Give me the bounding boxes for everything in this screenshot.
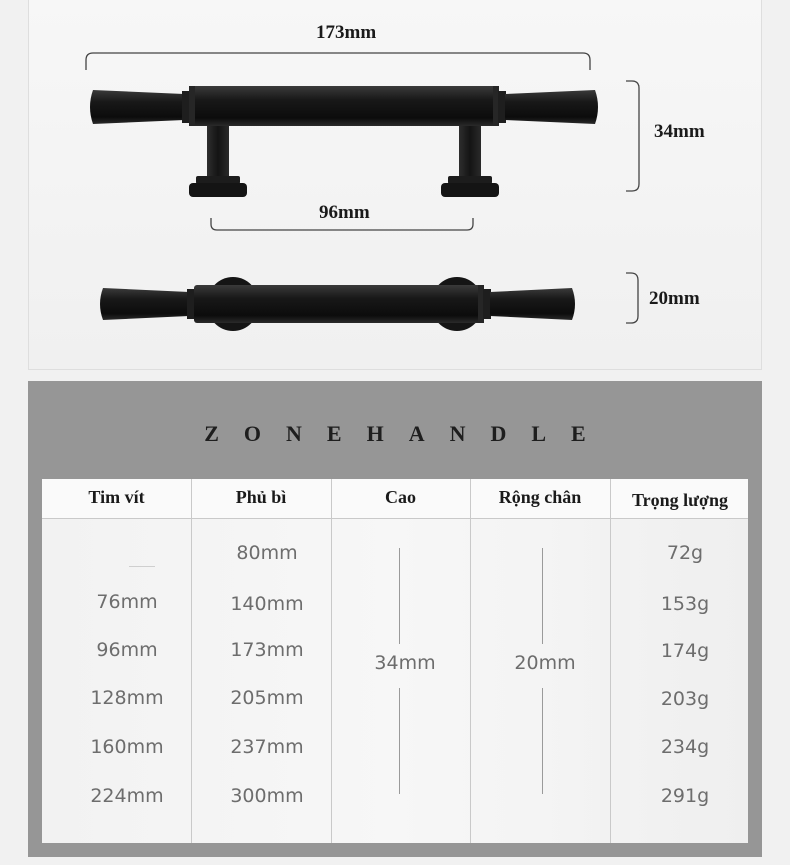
handle-drawing [29, 0, 763, 370]
phu-bi-cell: 173mm [230, 639, 304, 661]
trong-luong-cell: 234g [660, 736, 710, 758]
tim-vit-cell: 224mm [90, 785, 164, 807]
handle-top-view [100, 277, 575, 331]
trong-luong-cell: 291g [660, 785, 710, 807]
tim-vit-cell: 96mm [96, 639, 158, 661]
header-rong-chan: Rộng chân [498, 487, 582, 507]
phu-bi-cell: 237mm [230, 736, 304, 758]
brand-title: ZONEHANDLE [204, 421, 611, 446]
phu-bi-cell: 205mm [230, 687, 304, 709]
merge-line [399, 548, 400, 644]
rong-chan-cell: 20mm [514, 652, 576, 674]
header-trong-luong: Trọng lượng [632, 490, 728, 510]
merge-line [542, 688, 543, 794]
header-tim-vit: Tim vít [88, 487, 145, 507]
length-dimension-label: 173mm [316, 22, 377, 43]
empty-cell-dash [129, 566, 155, 567]
hole-spacing-dimension-label: 96mm [319, 202, 370, 223]
height-dimension-label: 34mm [654, 121, 705, 142]
phu-bi-cell: 300mm [230, 785, 304, 807]
width-dimension-label: 20mm [649, 288, 700, 309]
merge-line [542, 548, 543, 644]
product-diagram-panel [28, 0, 762, 370]
trong-luong-cell: 203g [660, 688, 710, 710]
trong-luong-cell: 153g [660, 593, 710, 615]
handle-side-view [90, 86, 598, 197]
trong-luong-cell: 174g [660, 640, 710, 662]
phu-bi-cell: 80mm [236, 542, 298, 564]
phu-bi-cell: 140mm [230, 593, 304, 615]
tim-vit-cell: 128mm [90, 687, 164, 709]
tim-vit-cell: 160mm [90, 736, 164, 758]
header-phu-bi: Phủ bì [235, 487, 287, 507]
tim-vit-cell: 76mm [96, 591, 158, 613]
cao-cell: 34mm [374, 652, 436, 674]
header-cao: Cao [385, 487, 416, 507]
merge-line [399, 688, 400, 794]
trong-luong-cell: 72g [666, 542, 704, 564]
